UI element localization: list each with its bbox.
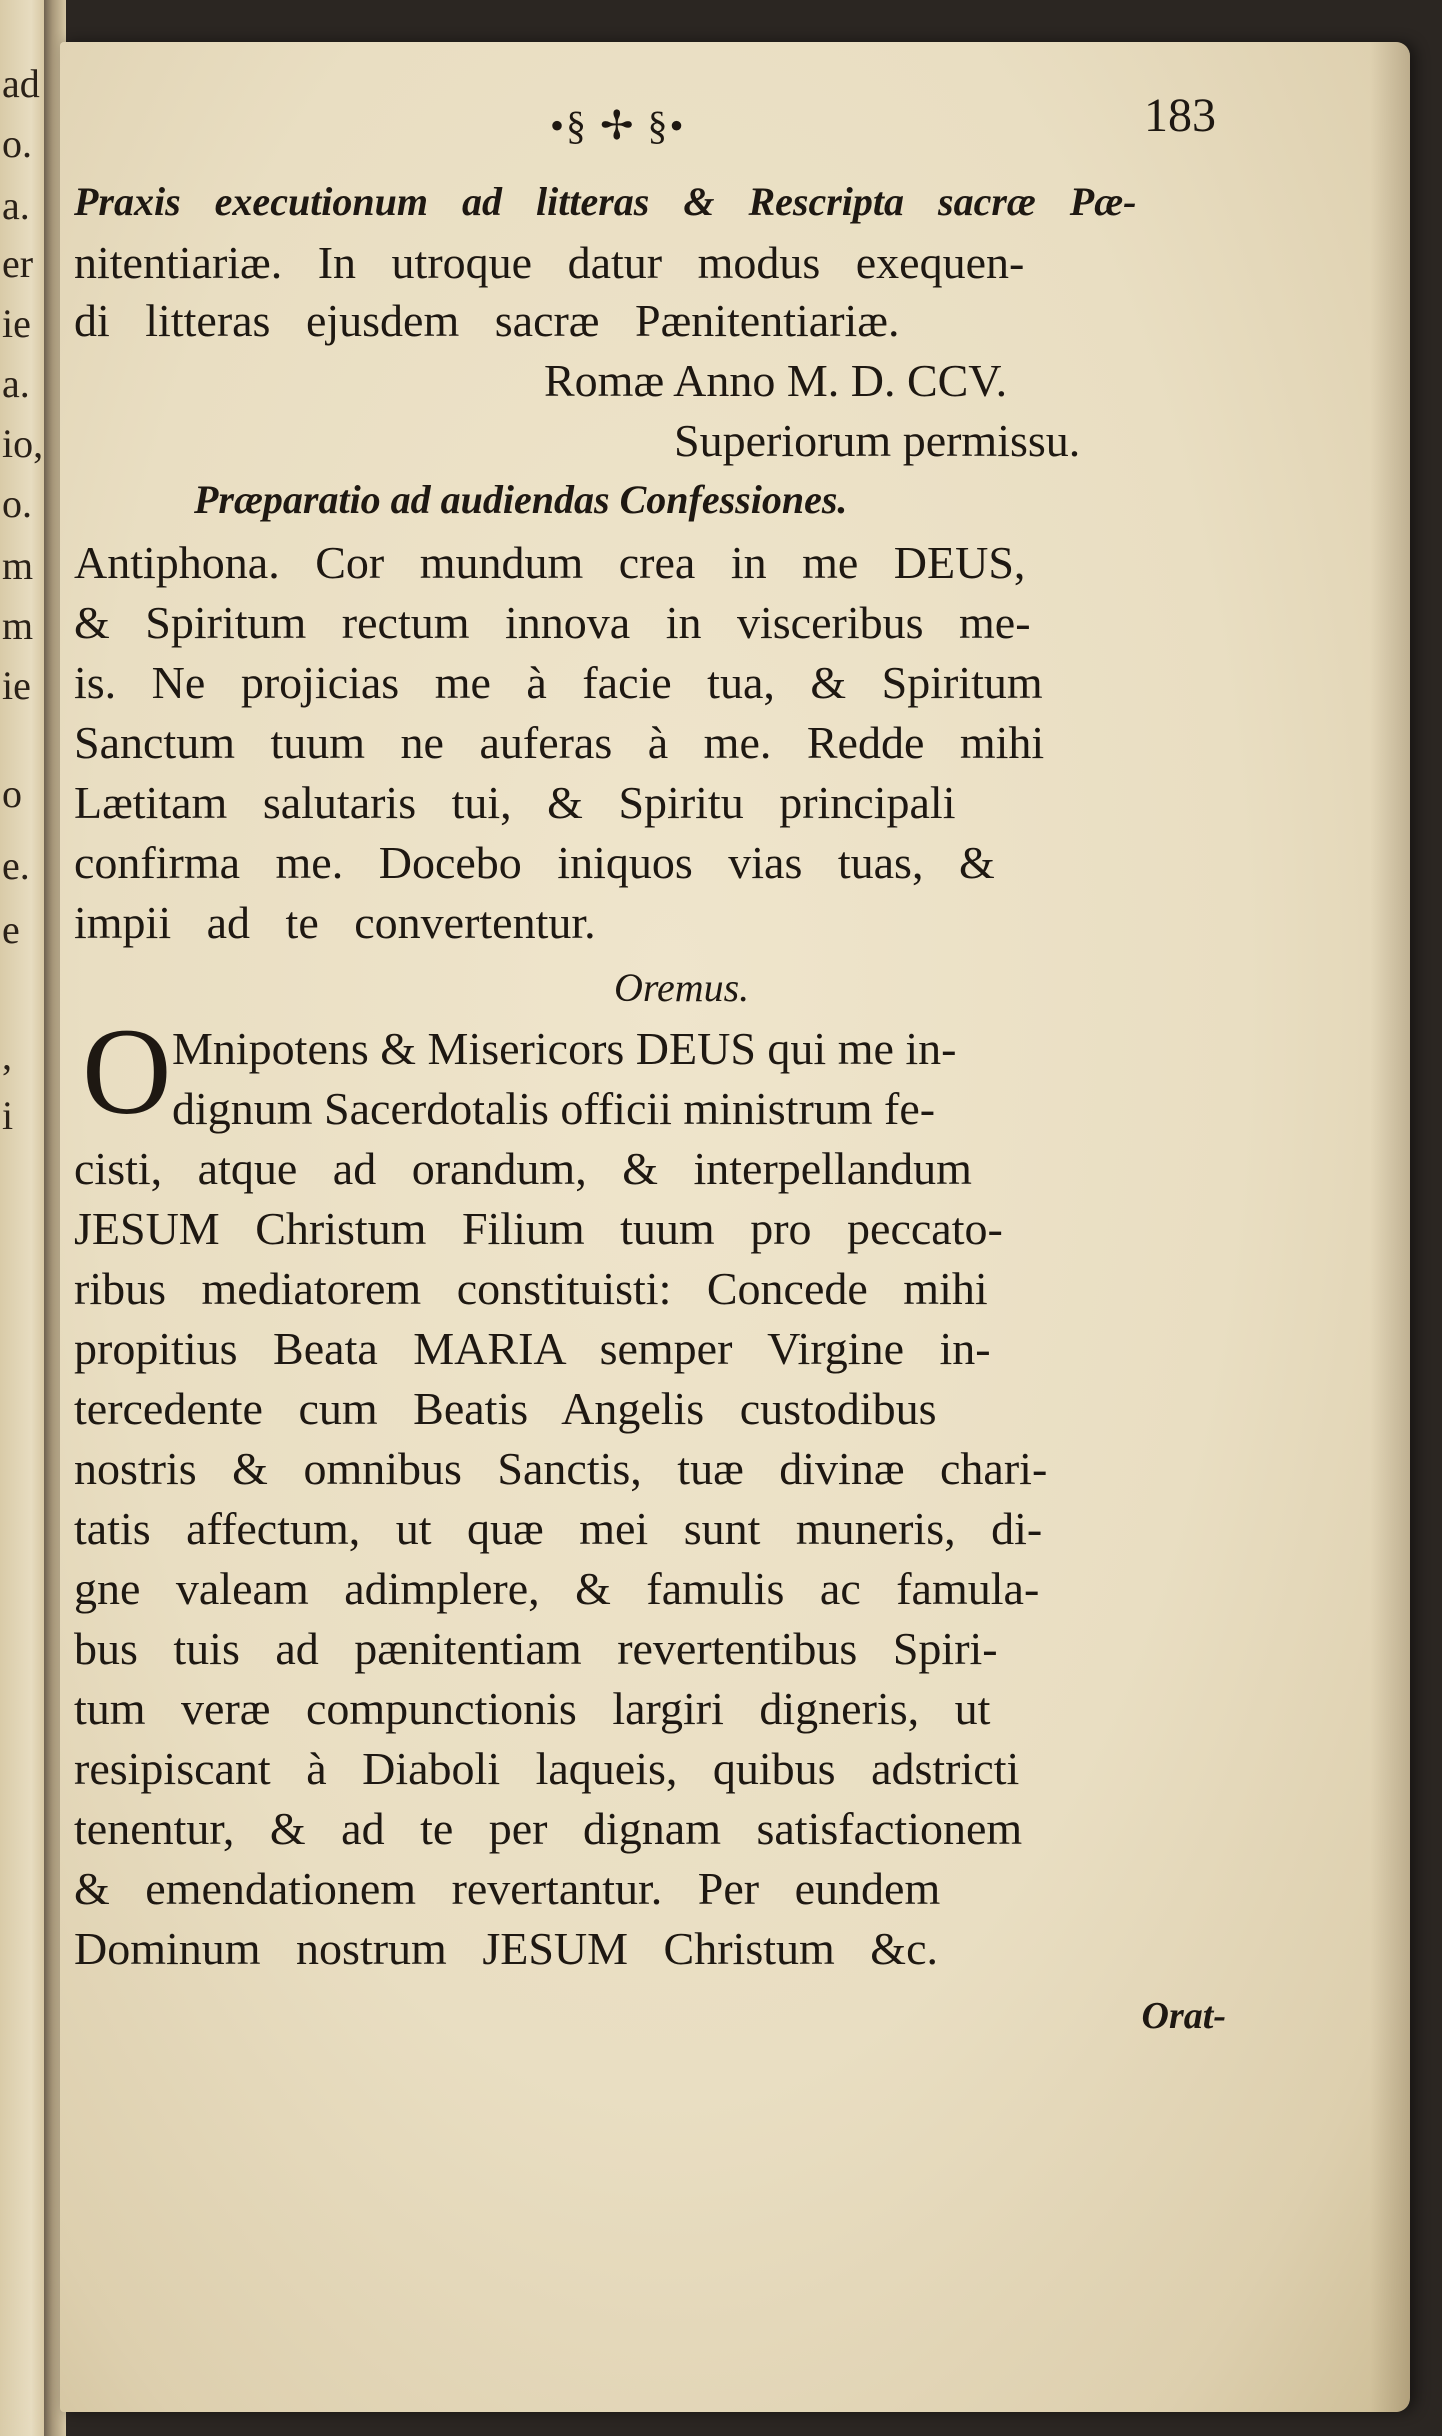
text-line: & Spiritum rectum innova in visceribus me- [74, 597, 1031, 648]
text-line: nitentiariæ. In utroque datur modus exequen- [74, 237, 1025, 288]
text-line: dignum Sacerdotalis officii ministrum fe- [172, 1083, 936, 1134]
text-line: cisti, atque ad orandum, & interpellandum [74, 1143, 972, 1194]
text-line: bus tuis ad pænitentiam revertentibus Spiri- [74, 1623, 998, 1674]
prev-page-fragment: ad [2, 61, 40, 106]
section-heading: Oremus. [614, 965, 750, 1010]
text-line: gne valeam adimplere, & famulis ac famula- [74, 1563, 1040, 1614]
prev-page-fragment: a. [2, 183, 30, 228]
prev-page-fragment: ie [2, 301, 31, 346]
catchword: Orat- [1141, 1995, 1226, 2037]
prev-page-fragment: , [2, 1033, 12, 1078]
prev-page-fragment: er [2, 241, 34, 286]
text-line: tenentur, & ad te per dignam satisfactionem [74, 1803, 1023, 1854]
page-number: 183 [1144, 89, 1216, 142]
prev-page-fragment: a. [2, 361, 30, 406]
text-line: Dominum nostrum JESUM Christum &c. [74, 1923, 938, 1974]
text-line: Sanctum tuum ne auferas à me. Redde mihi [74, 717, 1045, 768]
text-line: impii ad te convertentur. [74, 897, 596, 948]
text-line: Antiphona. Cor mundum crea in me DEUS, [74, 537, 1026, 588]
prev-page-fragment: m [2, 603, 34, 648]
text-line: propitius Beata MARIA semper Virgine in- [74, 1323, 991, 1374]
drop-capital: O [82, 1003, 172, 1140]
text-line: Superiorum permissu. [674, 415, 1081, 466]
prev-page-fragment: io, [2, 421, 44, 466]
text-line: Romæ Anno M. D. CCV. [544, 355, 1008, 406]
prev-page-fragment: ie [2, 663, 31, 708]
prev-page-fragment: o. [2, 121, 32, 166]
prev-page-fragment: e [2, 907, 20, 952]
text-line: JESUM Christum Filium tuum pro peccato- [74, 1203, 1003, 1254]
text-line: Præparatio ad audiendas Confessiones. [194, 477, 848, 522]
text-line: tercedente cum Beatis Angelis custodibus [74, 1383, 937, 1434]
prev-page-fragment: m [2, 543, 34, 588]
text-line: Mnipotens & Misericors DEUS qui me in- [172, 1023, 957, 1074]
prev-page-fragment: o [2, 771, 22, 816]
prev-page-fragment: e. [2, 843, 30, 888]
text-line: ribus mediatorem constituisti: Concede mihi [74, 1263, 988, 1314]
text-line: resipiscant à Diaboli laqueis, quibus adstricti [74, 1743, 1020, 1794]
text-line: confirma me. Docebo iniquos vias tuas, & [74, 837, 995, 888]
page-edge-shadow [1370, 42, 1410, 2412]
book-page [60, 42, 1410, 2412]
text-line: nostris & omnibus Sanctis, tuæ divinæ chari- [74, 1443, 1048, 1494]
text-line: di litteras ejusdem sacræ Pænitentiariæ. [74, 295, 900, 346]
text-line: tatis affectum, ut quæ mei sunt muneris, di- [74, 1503, 1043, 1554]
text-line: is. Ne projicias me à facie tua, & Spiritum [74, 657, 1043, 708]
text-line: Praxis executionum ad litteras & Rescripta sacræ Pæ- [74, 179, 1137, 224]
prev-page-fragment: o. [2, 481, 32, 526]
text-line: Lætitam salutaris tui, & Spiritu principali [74, 777, 956, 828]
text-line: tum veræ compunctionis largiri digneris, ut [74, 1683, 991, 1734]
prev-page-fragment: i [2, 1093, 14, 1138]
text-line: & emendationem revertantur. Per eundem [74, 1863, 941, 1914]
header-ornament: •§ ✢ §• [550, 103, 686, 148]
